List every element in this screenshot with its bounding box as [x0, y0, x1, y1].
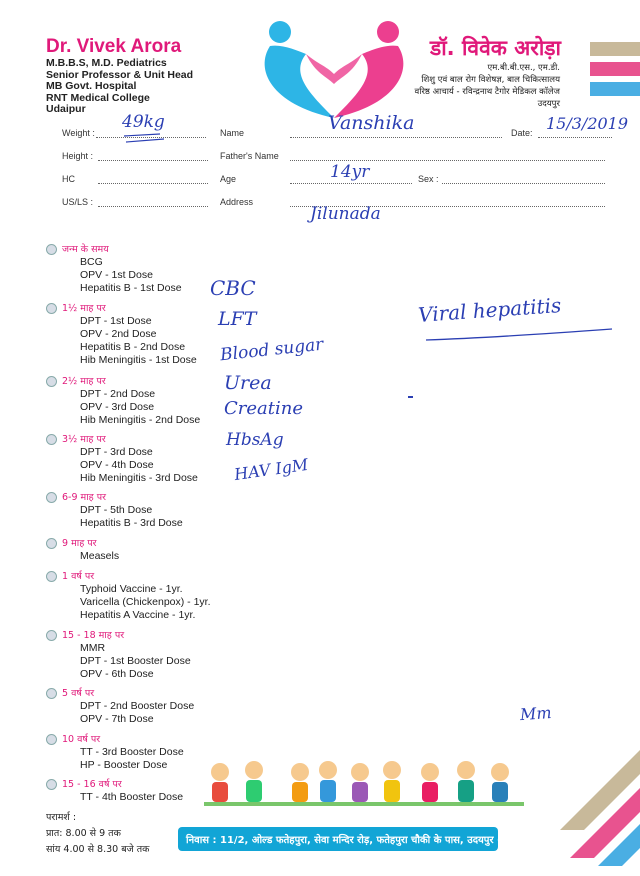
doctor-name-english: Dr. Vivek Arora — [46, 36, 182, 57]
vaccine-item: TT - 3rd Booster Dose — [80, 746, 184, 758]
vaccine-item: DPT - 2nd Dose — [80, 388, 156, 400]
schedule-title: 9 माह पर — [62, 538, 97, 549]
diagnosis-underline — [424, 326, 616, 346]
schedule-bullet-icon — [46, 538, 57, 549]
vaccine-item: OPV - 3rd Dose — [80, 401, 155, 413]
schedule-title: 5 वर्ष पर — [62, 688, 95, 699]
schedule-items — [80, 746, 184, 772]
header-stripe-tan — [590, 42, 640, 56]
usls-line — [98, 206, 208, 207]
schedule-title: 2½ माह पर — [62, 376, 106, 387]
vaccine-item: Hepatitis B - 2nd Dose — [80, 341, 186, 353]
credential-line: वरिष्ठ आचार्य - रविन्द्रनाथ टैगोर मेडिकल कॉलेज — [414, 87, 560, 97]
children-illustration — [204, 758, 524, 820]
schedule-title: 10 वर्ष पर — [62, 734, 101, 745]
age-line — [290, 183, 412, 184]
handwritten-test: Urea — [224, 372, 272, 394]
schedule-items — [80, 791, 183, 804]
sex-label: Sex : — [418, 174, 439, 184]
father-name-label: Father's Name — [220, 151, 279, 161]
schedule-bullet-icon — [46, 434, 57, 445]
header-stripe-blue — [590, 82, 640, 96]
handwritten-test: LFT — [218, 308, 257, 330]
schedule-title: 15 - 18 माह पर — [62, 630, 125, 641]
vaccine-item: Hib Meningitis - 1st Dose — [80, 354, 197, 366]
vaccine-item: TT - 4th Booster Dose — [80, 791, 184, 803]
vaccine-item: OPV - 7th Dose — [80, 713, 154, 725]
vaccine-item: Hepatitis A Vaccine - 1yr. — [80, 609, 196, 621]
vaccine-item: DPT - 3rd Dose — [80, 446, 153, 458]
schedule-items — [80, 446, 198, 485]
schedule-bullet-icon — [46, 303, 57, 314]
schedule-items — [80, 700, 194, 726]
vaccine-item: Varicella (Chickenpox) - 1yr. — [80, 596, 211, 608]
vaccine-item: BCG — [80, 256, 103, 268]
address-label: Address — [220, 197, 254, 207]
weight-value: 49kg — [122, 112, 165, 132]
schedule-items — [80, 256, 182, 295]
name-value: Vanshika — [328, 112, 415, 134]
evening-hours: सांय 4.00 से 8.30 बजे तक — [46, 844, 150, 855]
hc-label: HC — [62, 174, 75, 184]
schedule-bullet-icon — [46, 630, 57, 641]
schedule-items — [80, 550, 119, 563]
schedule-bullet-icon — [46, 688, 57, 699]
header-stripe-pink — [590, 62, 640, 76]
vaccine-item: HP - Booster Dose — [80, 759, 168, 771]
credential-line: Udaipur — [46, 103, 86, 115]
diagnosis-text: Viral hepatitis — [417, 293, 562, 327]
family-heart-logo — [250, 14, 418, 124]
vaccine-item: Hepatitis B - 1st Dose — [80, 282, 182, 294]
vaccine-item: OPV - 4th Dose — [80, 459, 154, 471]
schedule-title: 6-9 माह पर — [62, 492, 107, 503]
handwritten-test: HAV IgM — [233, 454, 310, 485]
hc-line — [98, 183, 208, 184]
credential-line: RNT Medical College — [46, 91, 150, 104]
consultation-label: परामर्श : — [46, 812, 77, 823]
schedule-title: 1½ माह पर — [62, 303, 106, 314]
vaccine-item: OPV - 6th Dose — [80, 668, 154, 680]
vaccine-item: DPT - 1st Dose — [80, 315, 152, 327]
diagonal-stripes-decoration — [560, 730, 640, 876]
schedule-items — [80, 642, 191, 681]
doctor-name-hindi: डॉ. विवेक अरोड़ा — [430, 36, 561, 60]
vaccine-item: Measels — [80, 550, 120, 562]
credential-line: उदयपुर — [537, 99, 560, 109]
vaccine-item: Hib Meningitis - 3rd Dose — [80, 472, 198, 484]
schedule-bullet-icon — [46, 492, 57, 503]
schedule-title: जन्म के समय — [62, 244, 109, 255]
schedule-bullet-icon — [46, 734, 57, 745]
credentials-english — [46, 58, 193, 116]
morning-hours: प्रात: 8.00 से 9 तक — [46, 828, 121, 839]
signature: Mm — [519, 702, 553, 725]
schedule-title: 1 वर्ष पर — [62, 571, 95, 582]
date-value: 15/3/2019 — [546, 114, 629, 133]
handwritten-test: Blood sugar — [219, 334, 325, 366]
weight-label: Weight : — [62, 128, 95, 138]
height-label: Height : — [62, 151, 94, 161]
usls-label: US/LS : — [62, 197, 94, 207]
age-label: Age — [220, 174, 237, 184]
schedule-bullet-icon — [46, 779, 57, 790]
schedule-bullet-icon — [46, 376, 57, 387]
schedule-bullet-icon — [46, 244, 57, 255]
height-line — [98, 160, 208, 161]
date-label: Date: — [511, 128, 533, 138]
sex-line — [442, 183, 605, 184]
vaccine-item: Typhoid Vaccine - 1yr. — [80, 583, 183, 595]
schedule-title: 3½ माह पर — [62, 434, 106, 445]
credentials-hindi — [415, 62, 560, 110]
father-name-line — [290, 160, 605, 161]
credential-line: Senior Professor & Unit Head — [46, 68, 194, 81]
schedule-items — [80, 315, 197, 367]
vaccine-item: Hepatitis B - 3rd Dose — [80, 517, 183, 529]
schedule-bullet-icon — [46, 571, 57, 582]
credential-line: MB Govt. Hospital — [46, 80, 137, 92]
name-line — [290, 137, 502, 138]
vaccine-item: DPT - 5th Dose — [80, 504, 153, 516]
address-value: Jilunada — [310, 204, 381, 224]
vaccine-item: OPV - 2nd Dose — [80, 328, 157, 340]
weight-underline-scribble — [122, 132, 166, 146]
date-line — [538, 137, 612, 138]
credential-line: एम.बी.बी.एस., एम.डी. — [487, 63, 560, 73]
vaccine-item: MMR — [80, 642, 106, 654]
handwritten-test: CBC — [210, 276, 256, 300]
handwritten-test: Creatine — [224, 398, 303, 419]
vaccine-item: OPV - 1st Dose — [80, 269, 153, 281]
vaccine-item: DPT - 2nd Booster Dose — [80, 700, 195, 712]
schedule-items — [80, 388, 200, 427]
handwritten-test: HbsAg — [226, 430, 284, 450]
vaccine-item: DPT - 1st Booster Dose — [80, 655, 191, 667]
schedule-items — [80, 504, 183, 530]
credential-line: M.B.B.S, M.D. Pediatrics — [46, 57, 167, 69]
schedule-title: 15 - 16 वर्ष पर — [62, 779, 122, 790]
name-label: Name — [220, 128, 245, 138]
age-value: 14yr — [330, 162, 370, 182]
credential-line: शिशु एवं बाल रोग विशेषज्ञ, बाल चिकित्सालय — [421, 75, 560, 85]
vaccine-item: Hib Meningitis - 2nd Dose — [80, 414, 201, 426]
schedule-items — [80, 583, 211, 622]
ink-dot — [408, 396, 414, 400]
residence-address: निवास : 11/2, ओल्ड फतेहपुरा, सेवा मन्दिर रोड़, फतेहपुरा चौकी के पास, उदयपुर ( राज. ) — [186, 835, 532, 846]
